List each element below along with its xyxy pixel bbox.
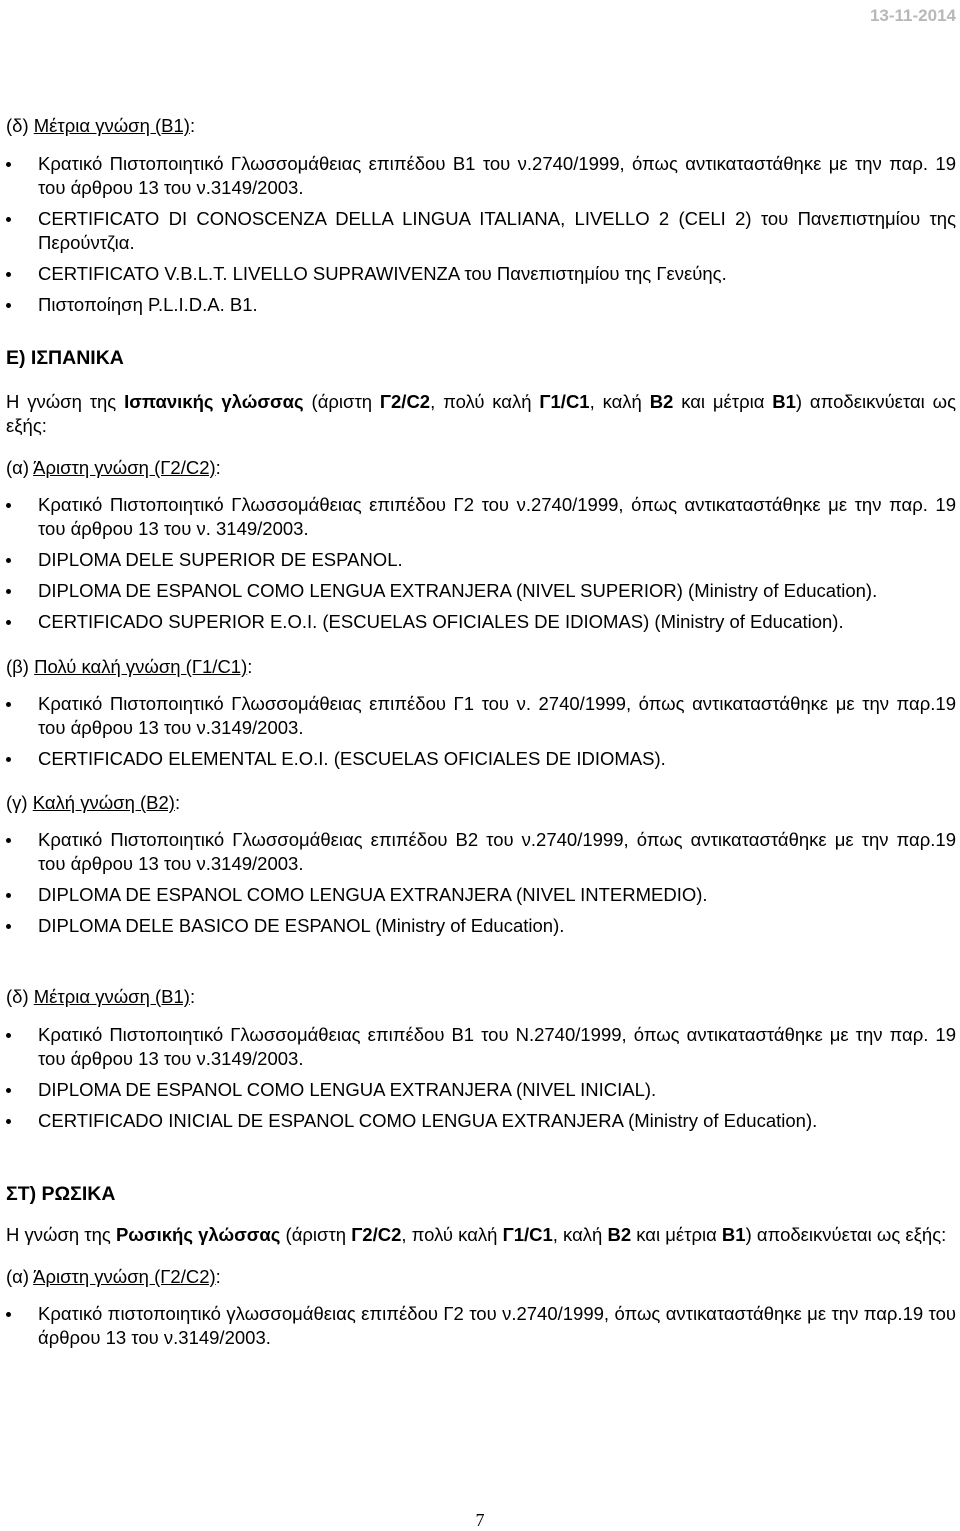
item-text: Κρατικό πιστοποιητικό γλωσσομάθειας επιπέδου Γ2 του ν.2740/1999, όπως αντικαταστάθηκε με την παρ.19 του άρθρου 13 του ν.3149/2003. [38, 1303, 956, 1348]
item-text: CERTIFICADO ELEMENTAL E.O.I. (ESCUELAS OFICIALES DE IDIOMAS). [38, 748, 666, 769]
list-item [6, 1109, 956, 1133]
item-text: Κρατικό Πιστοποιητικό Γλωσσομάθειας επιπέδου Β2 του ν.2740/1999, όπως αντικαταστάθηκε με την παρ.19 του άρθρου 13 του ν.3149/2003. [38, 829, 956, 874]
sub-colon: : [174, 792, 181, 813]
item-text: DIPLOMA DELE BASICO DE ESPANOL (Ministry of Education). [38, 915, 565, 936]
sub-prefix: (α) [6, 457, 34, 478]
page-number: 7 [475, 1510, 485, 1530]
sub-colon: : [215, 457, 221, 478]
item-text: DIPLOMA DELE SUPERIOR DE ESPANOL. [38, 549, 403, 570]
sub-colon: : [189, 986, 196, 1007]
bullet-icon [6, 162, 11, 167]
list-item [6, 548, 956, 572]
item-text: Κρατικό Πιστοποιητικό Γλωσσομάθειας επιπέδου Γ1 του ν. 2740/1999, όπως αντικαταστάθηκε με την παρ.19 του άρθρου 13 του ν.3149/2003. [38, 693, 956, 738]
subheading-es-b [6, 656, 956, 678]
list-item [6, 914, 956, 938]
bullet-icon [6, 1119, 11, 1124]
subheading-es-d [6, 986, 956, 1008]
list-item [6, 610, 956, 634]
list-item [6, 1023, 956, 1071]
sub-prefix: (α) [6, 1266, 34, 1287]
bullet-icon [6, 620, 11, 625]
list-item [6, 493, 956, 541]
section-title-spanish: Ε) ΙΣΠΑΝΙΚΑ [6, 347, 124, 369]
item-text: Κρατικό Πιστοποιητικό Γλωσσομάθειας επιπέδου Β1 του Ν.2740/1999, όπως αντικαταστάθηκε με την παρ. 19 του άρθρου 13 του ν.3149/2003. [38, 1024, 956, 1069]
item-text: DIPLOMA DE ESPANOL COMO LENGUA EXTRANJERA (NIVEL SUPERIOR) (Ministry of Education). [38, 580, 878, 601]
sub-heading-text: Άριστη γνώση (Γ2/C2) [33, 457, 216, 478]
bullet-icon [6, 558, 11, 563]
bullet-list [6, 493, 956, 634]
list-item [6, 692, 956, 740]
item-text: CERTIFICATO V.B.L.T. LIVELLO SUPRAWIVENZA του Πανεπιστημίου της Γενεύης. [38, 263, 727, 284]
list-item [6, 207, 956, 255]
item-text: Κρατικό Πιστοποιητικό Γλωσσομάθειας επιπέδου Γ2 του ν.2740/1999, όπως αντικαταστάθηκε με την παρ. 19 του άρθρου 13 του ν. 3149/2003. [38, 494, 956, 539]
item-text: DIPLOMA DE ESPANOL COMO LENGUA EXTRANJERA (NIVEL INTERMEDIO). [38, 884, 708, 905]
sub-colon: : [215, 1266, 221, 1287]
bullet-icon [6, 702, 11, 707]
sub-colon: : [189, 115, 196, 136]
sub-heading-text: Άριστη γνώση (Γ2/C2) [33, 1266, 216, 1287]
sub-prefix: (β) [6, 656, 35, 677]
bullet-icon [6, 924, 11, 929]
sub-heading-text: Πολύ καλή γνώση (Γ1/C1) [34, 656, 248, 677]
sub-heading-text: Μέτρια γνώση (Β1) [33, 115, 190, 136]
sub-prefix: (δ) [6, 115, 34, 136]
subheading-es-a [6, 457, 956, 479]
bullet-list [6, 1302, 956, 1350]
bullet-icon [6, 838, 11, 843]
sub-prefix: (δ) [6, 986, 34, 1007]
list-item [6, 1078, 956, 1102]
sub-colon: : [247, 656, 253, 677]
item-text: Πιστοποίηση P.L.I.D.A. B1. [38, 294, 258, 315]
bullet-list [6, 152, 956, 317]
item-text: DIPLOMA DE ESPANOL COMO LENGUA EXTRANJERA (NIVEL INICIAL). [38, 1079, 657, 1100]
subheading-ru-a [6, 1266, 956, 1288]
bullet-list [6, 692, 956, 771]
list-item [6, 747, 956, 771]
subheading-d-top [6, 115, 956, 137]
bullet-icon [6, 303, 11, 308]
sub-prefix: (γ) [6, 792, 33, 813]
item-text: CERTIFICADO INICIAL DE ESPANOL COMO LENGUA EXTRANJERA (Ministry of Education). [38, 1110, 818, 1131]
section-intro-russian: Η γνώση της Ρωσικής γλώσσας (άριστη Γ2/C2, πολύ καλή Γ1/C1, καλή Β2 και μέτρια Β1) αποδεικνύεται ως εξής: [6, 1224, 947, 1245]
bullet-icon [6, 272, 11, 277]
list-item [6, 828, 956, 876]
item-text: CERTIFICADO SUPERIOR E.O.I. (ESCUELAS OFICIALES DE IDIOMAS) (Ministry of Education). [38, 611, 844, 632]
bullet-icon [6, 893, 11, 898]
list-item [6, 883, 956, 907]
list-item [6, 262, 956, 286]
bullet-list [6, 828, 956, 938]
bullet-icon [6, 1033, 11, 1038]
item-text: CERTIFICATO DI CONOSCENZA DELLA LINGUA ITALIANA, LIVELLO 2 (CELI 2) του Πανεπιστημίου της Περούντζια. [38, 208, 956, 253]
bullet-icon [6, 217, 11, 222]
section-intro-spanish: Η γνώση της Ισπανικής γλώσσας (άριστη Γ2/C2, πολύ καλή Γ1/C1, καλή Β2 και μέτρια Β1) αποδεικνύεται ως εξής: [6, 391, 956, 436]
bullet-icon [6, 503, 11, 508]
list-item [6, 293, 956, 317]
bullet-icon [6, 589, 11, 594]
list-item [6, 152, 956, 200]
bullet-icon [6, 757, 11, 762]
list-item [6, 579, 956, 603]
section-title-russian: ΣΤ) ΡΩΣΙΚΑ [6, 1183, 116, 1205]
bullet-list [6, 1023, 956, 1133]
item-text: Κρατικό Πιστοποιητικό Γλωσσομάθειας επιπέδου Β1 του ν.2740/1999, όπως αντικαταστάθηκε με την παρ. 19 του άρθρου 13 του ν.3149/2003. [38, 153, 956, 198]
sub-heading-text: Καλή γνώση (Β2) [32, 792, 175, 813]
bullet-icon [6, 1312, 11, 1317]
page-content [6, 115, 956, 1350]
list-item [6, 1302, 956, 1350]
subheading-es-c [6, 792, 956, 814]
bullet-icon [6, 1088, 11, 1093]
sub-heading-text: Μέτρια γνώση (Β1) [33, 986, 190, 1007]
header-date: 13-11-2014 [869, 6, 956, 25]
